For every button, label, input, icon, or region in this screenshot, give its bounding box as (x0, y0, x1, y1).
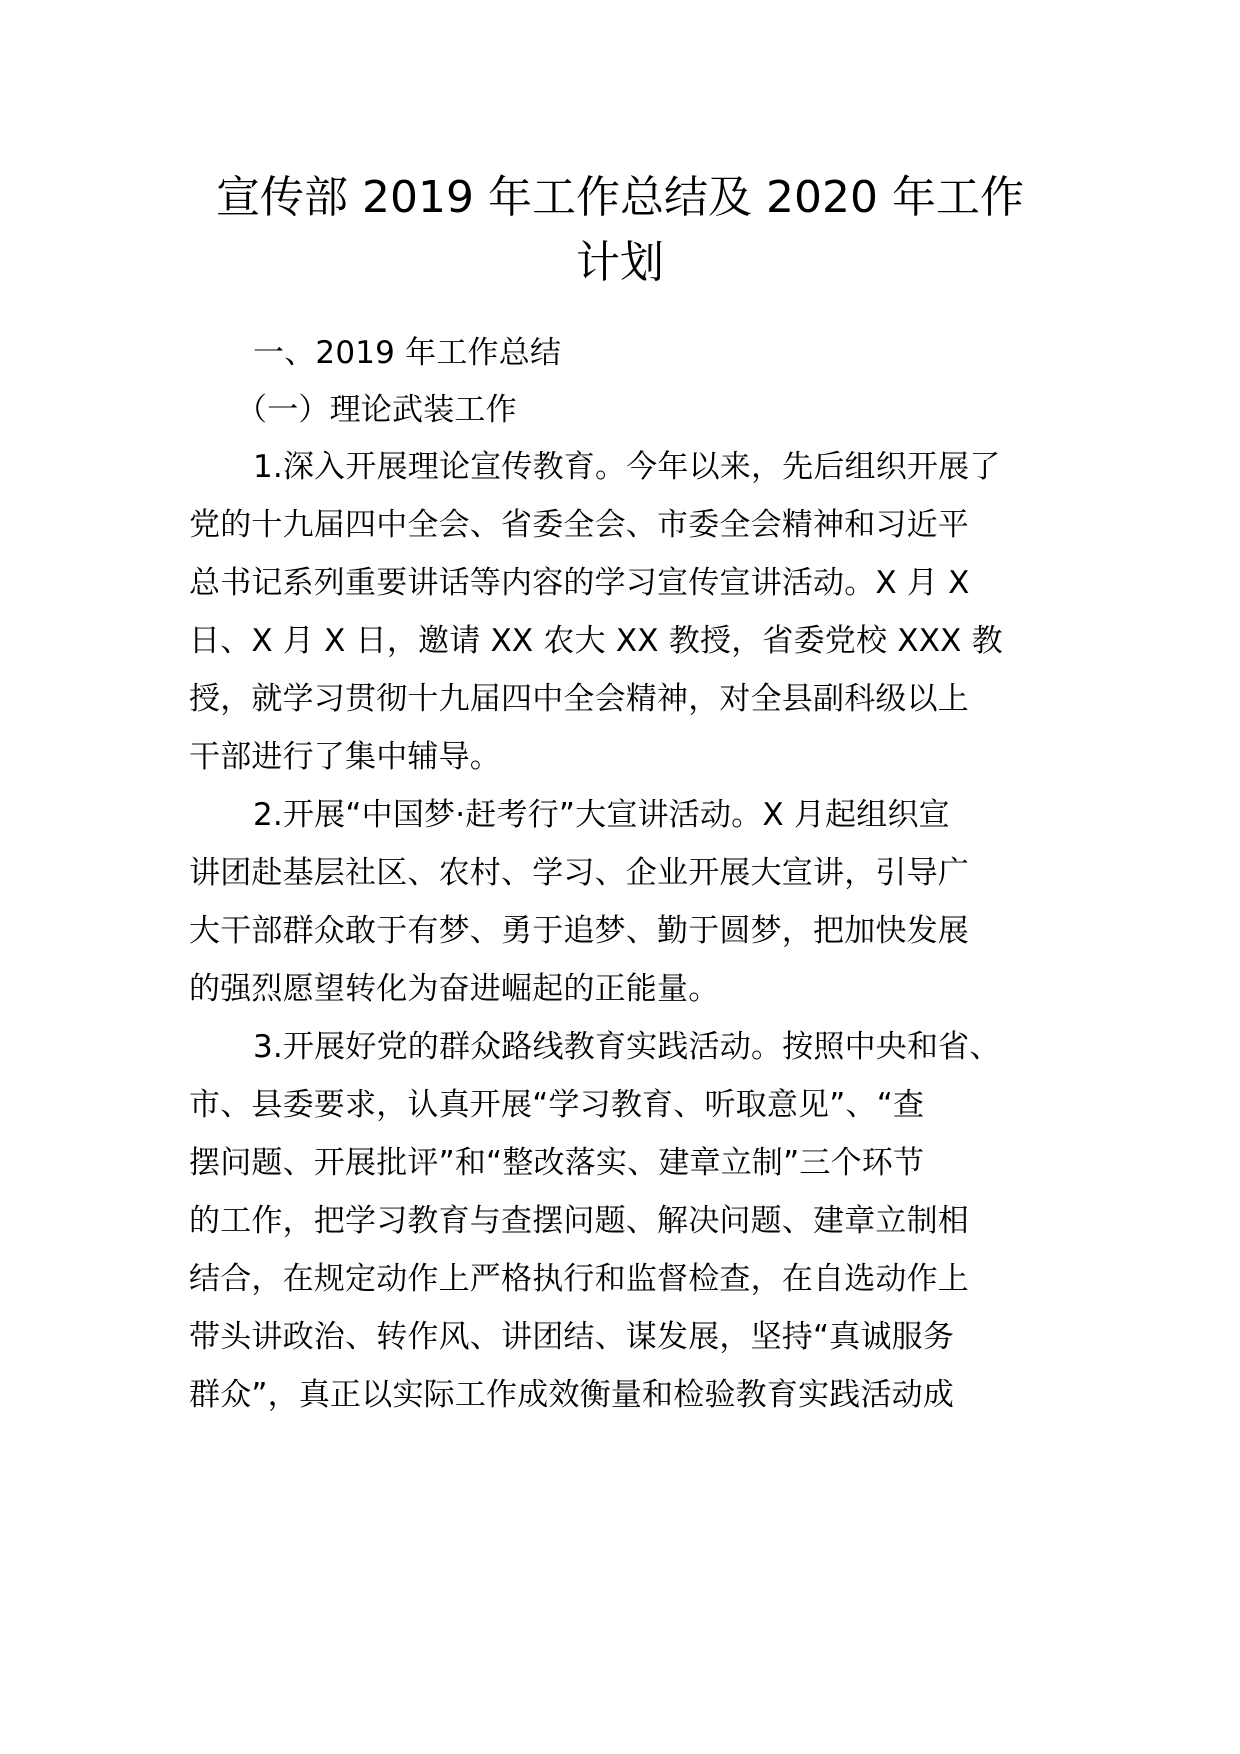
paragraph-3-line-3: 摆问题、开展批评”和“整改落实、建章立制”三个环节 (189, 1145, 925, 1181)
subsection-heading: （一）理论武装工作 (236, 392, 517, 428)
paragraph-1-line-6: 干部进行了集中辅导。 (189, 739, 501, 775)
section-heading: 一、2019 年工作总结 (253, 335, 562, 371)
paragraph-3-line-5: 结合，在规定动作上严格执行和监督检查，在自选动作上 (189, 1261, 969, 1297)
paragraph-2-line-1: 2.开展“中国梦·赶考行”大宣讲活动。X 月起组织宣 (253, 797, 950, 833)
paragraph-1-line-5: 授，就学习贯彻十九届四中全会精神，对全县副科级以上 (189, 681, 969, 717)
paragraph-3-line-4: 的工作，把学习教育与查摆问题、解决问题、建章立制相 (189, 1203, 969, 1239)
document-title-line-2: 计划 (576, 237, 664, 288)
paragraph-1-line-1: 1.深入开展理论宣传教育。今年以来，先后组织开展了 (253, 449, 1001, 485)
paragraph-2-line-3: 大干部群众敢于有梦、勇于追梦、勤于圆梦，把加快发展 (189, 913, 969, 949)
paragraph-3-line-1: 3.开展好党的群众路线教育实践活动。按照中央和省、 (253, 1029, 1001, 1065)
paragraph-3-line-2: 市、县委要求，认真开展“学习教育、听取意见”、“查 (189, 1087, 925, 1123)
paragraph-2-line-2: 讲团赴基层社区、农村、学习、企业开展大宣讲，引导广 (189, 855, 969, 891)
document-title-line-1: 宣传部 2019 年工作总结及 2020 年工作 (216, 172, 1024, 223)
paragraph-3-line-6: 带头讲政治、转作风、讲团结、谋发展，坚持“真诚服务 (189, 1319, 955, 1355)
paragraph-1-line-2: 党的十九届四中全会、省委全会、市委全会精神和习近平 (189, 507, 969, 543)
paragraph-3-line-7: 群众”，真正以实际工作成效衡量和检验教育实践活动成 (189, 1377, 955, 1413)
paragraph-1-line-4: 日、X 月 X 日，邀请 XX 农大 XX 教授，省委党校 XXX 教 (189, 623, 1003, 659)
paragraph-1-line-3: 总书记系列重要讲话等内容的学习宣传宣讲活动。X 月 X (189, 565, 970, 601)
paragraph-2-line-4: 的强烈愿望转化为奋进崛起的正能量。 (189, 971, 720, 1007)
